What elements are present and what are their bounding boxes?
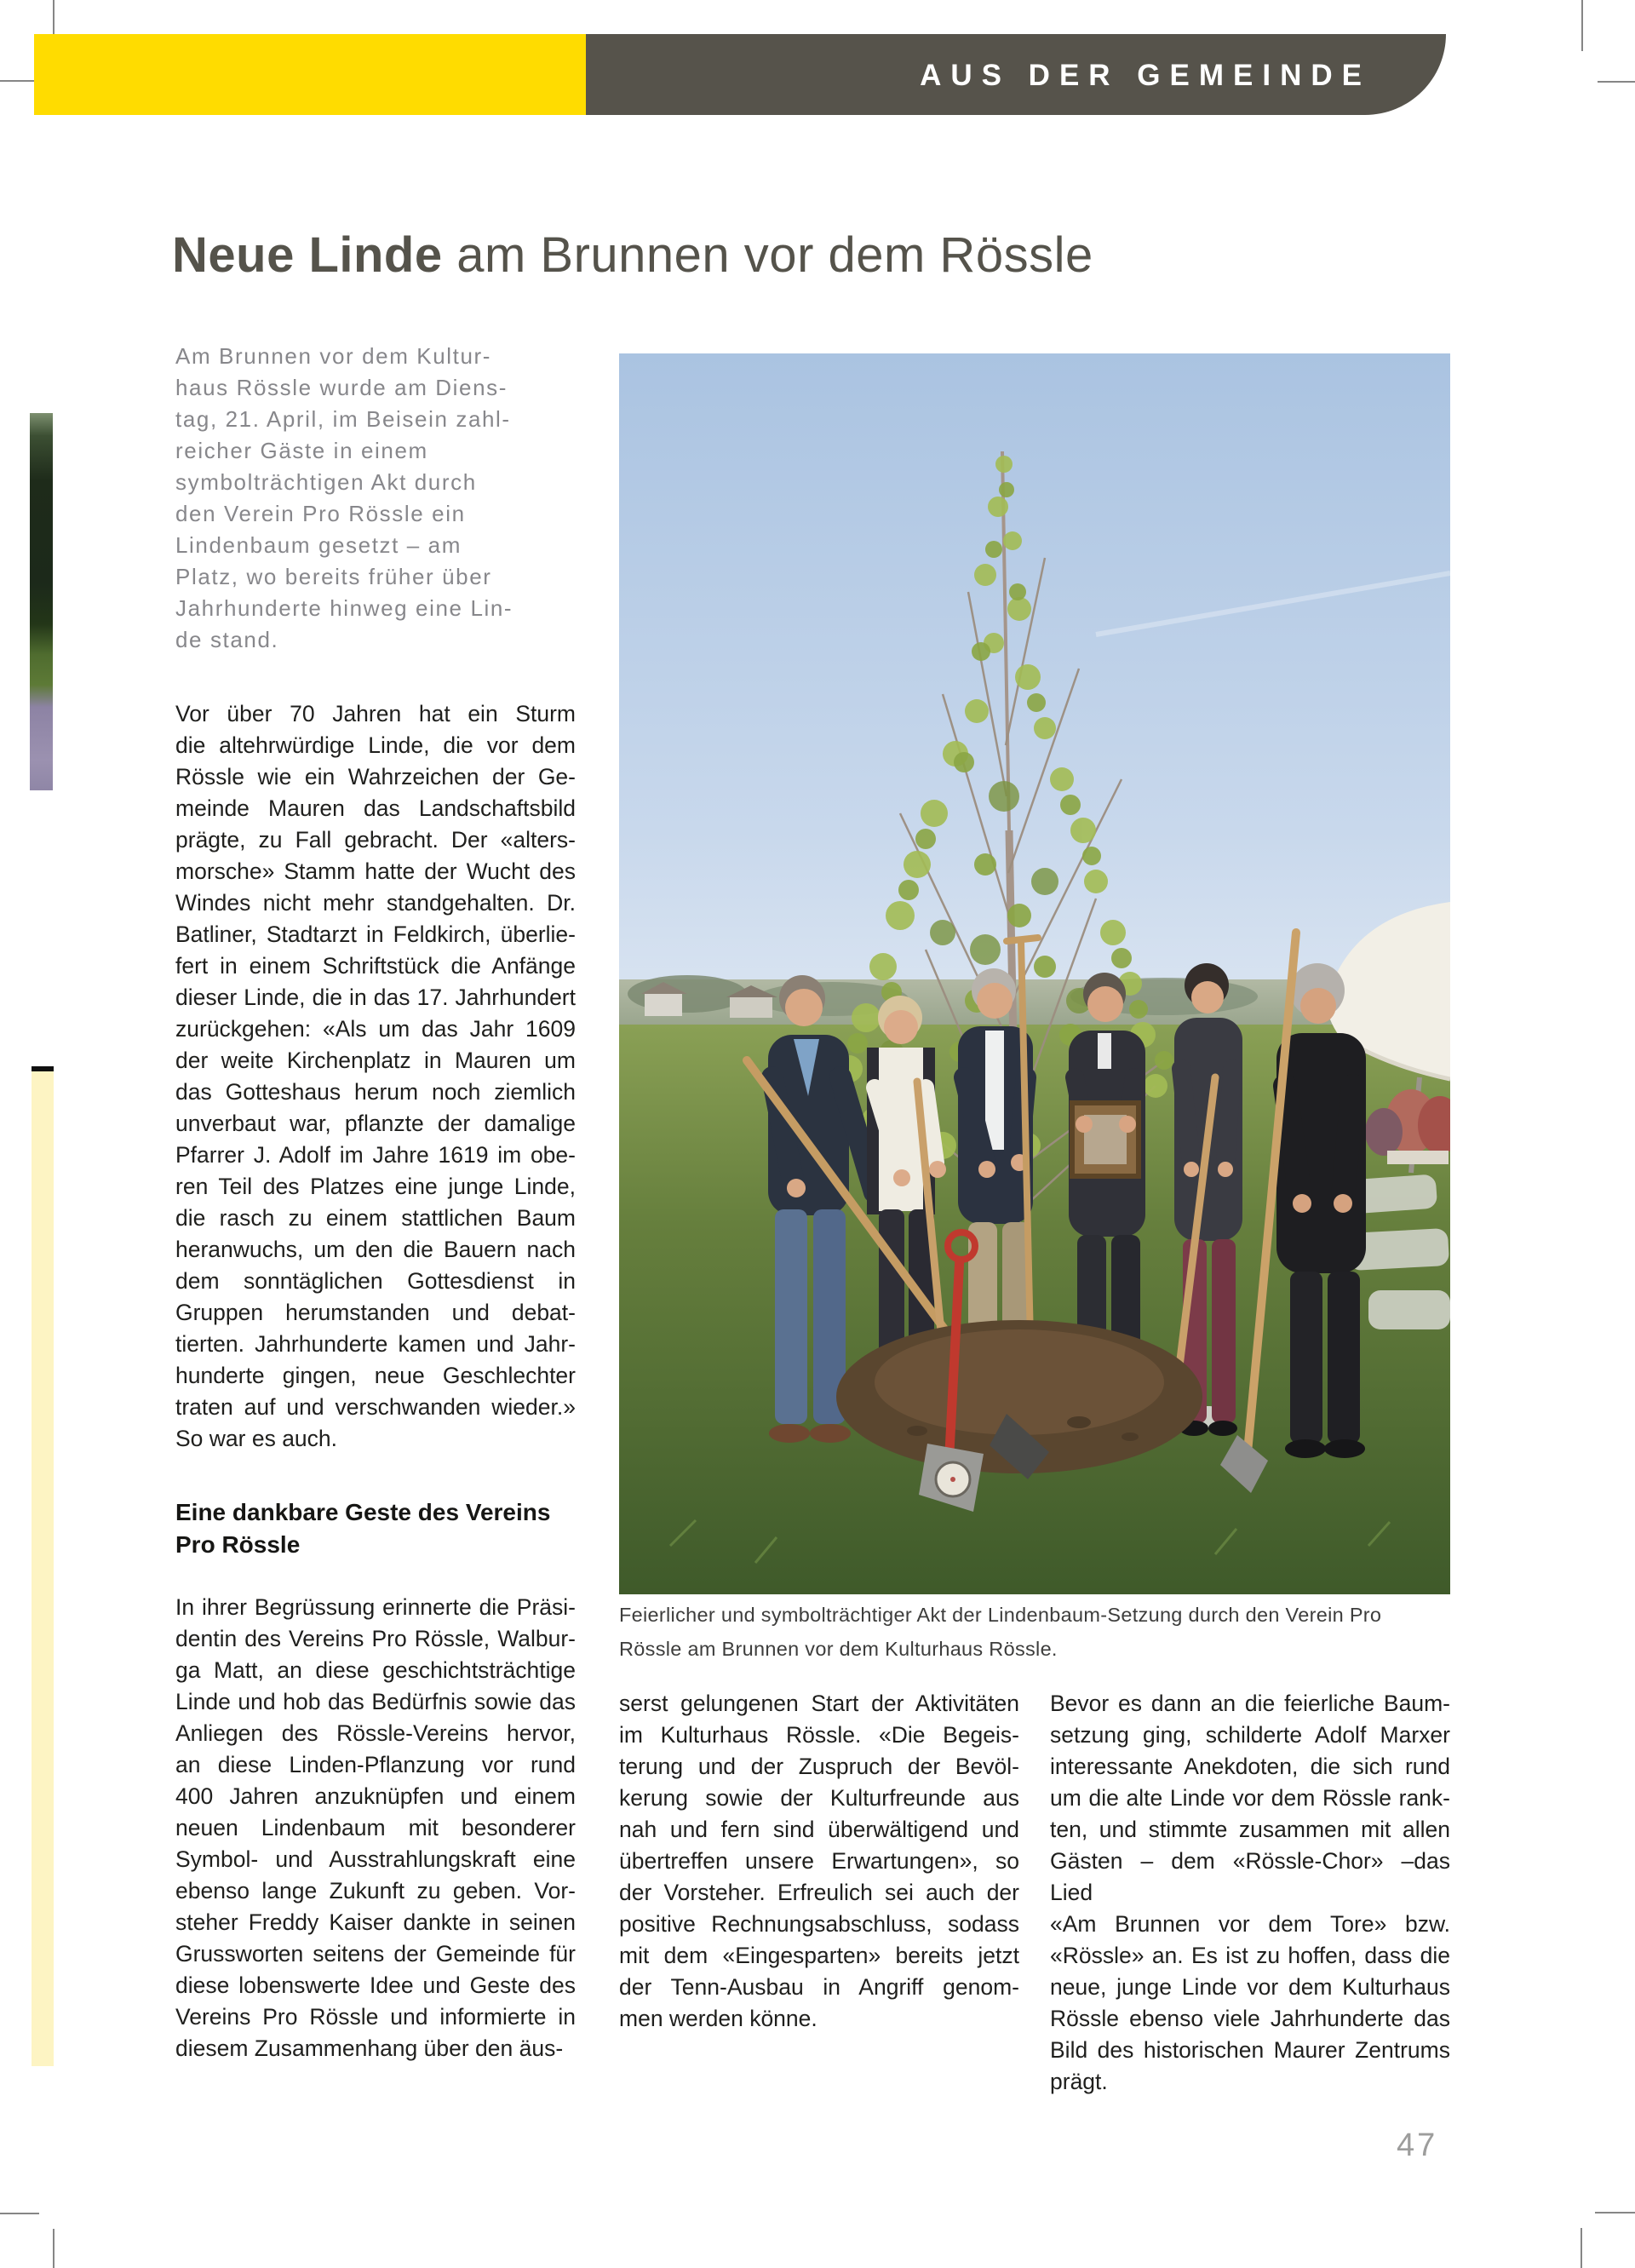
left-edge-photo-sliver <box>30 413 53 790</box>
crop-mark-top-right-v <box>1581 0 1583 51</box>
crop-mark-bottom-left-h <box>0 2213 39 2214</box>
text-line: 400 Jahren anzuknüpfen und einem <box>175 1783 576 1809</box>
text-line: Jahrhunderte hinweg eine Lin- <box>175 595 513 621</box>
text-line: Vereins Pro Rössle und informierte in <box>175 2004 576 2030</box>
text-line: dieser Linde, die in das 17. Jahrhundert <box>175 985 576 1010</box>
body-paragraph-3-col3 <box>1050 1688 1450 2098</box>
text-line: dem sonntäglichen Gottesdienst in <box>175 1268 576 1294</box>
text-line: unverbaut war, pflanzte der damalige <box>175 1111 576 1136</box>
text-line: dentin des Vereins Pro Rössle, Walbur- <box>175 1626 576 1651</box>
text-line: terung und der Zuspruch der Bevöl- <box>619 1754 1019 1779</box>
text-line: reicher Gäste in einem <box>175 438 428 463</box>
text-line: traten auf und verschwanden wieder.» <box>175 1394 576 1420</box>
text-line: fert in einem Schriftstück die Anfänge <box>175 953 576 979</box>
text-line: So war es auch. <box>175 1426 338 1451</box>
text-line: Pfarrer J. Adolf im Jahre 1619 im obe- <box>175 1142 576 1168</box>
text-line: morsche» Stamm hatte der Wucht des <box>175 858 576 884</box>
text-line: die rasch zu einem stattlichen Baum <box>175 1205 576 1231</box>
text-line: «Rössle» an. Es ist zu hoffen, dass die <box>1050 1943 1450 1968</box>
body-paragraph-1 <box>175 698 576 1455</box>
text-line: Rössle ebenso viele Jahrhunderte das <box>1050 2006 1450 2031</box>
text-line: tag, 21. April, im Beisein zahl- <box>175 406 511 432</box>
text-line: neuen Lindenbaum mit besonderer <box>175 1815 576 1840</box>
text-line: Eine dankbare Geste des Vereins <box>175 1499 551 1525</box>
text-line: neue, junge Linde vor dem Kulturhaus <box>1050 1974 1450 2000</box>
section-label: AUS DER GEMEINDE <box>920 59 1371 92</box>
text-line: Lindenbaum gesetzt – am <box>175 532 462 558</box>
subheading <box>175 1496 576 1561</box>
text-line: tierten. Jahrhunderte kamen und Jahr- <box>175 1331 576 1357</box>
text-line: mit dem «Eingesparten» bereits jetzt <box>619 1943 1019 1968</box>
crop-mark-bottom-right-v <box>1580 2228 1582 2268</box>
text-line: Linde und hob das Bedürfnis sowie das <box>175 1689 576 1714</box>
left-edge-yellow-strip <box>32 1066 54 2066</box>
text-line: der Vorsteher. Erfreulich sei auch der <box>619 1880 1019 1905</box>
text-line: kerung sowie der Kulturfreunde aus <box>619 1785 1019 1811</box>
text-line: im Kulturhaus Rössle. «Die Begeis- <box>619 1722 1019 1748</box>
text-line: Anliegen des Rössle-Vereins hervor, <box>175 1720 576 1746</box>
text-line: «Am Brunnen vor dem Tore» bzw. <box>1050 1911 1450 1937</box>
text-line: Batliner, Stadtarzt in Feldkirch, überlie- <box>175 922 576 947</box>
text-line: Symbol- und Ausstrahlungskraft eine <box>175 1846 576 1872</box>
text-line: das Gotteshaus herum noch ziemlich <box>175 1079 576 1105</box>
text-line: ren Teil des Platzes eine junge Linde, <box>175 1174 576 1199</box>
text-line: Rössle am Brunnen vor dem Kulturhaus Rössle. <box>619 1638 1058 1660</box>
header-yellow-bar <box>34 34 586 115</box>
text-line: Rössle wie ein Wahrzeichen der Ge- <box>175 764 576 789</box>
text-line: Grussworten seitens der Gemeinde für <box>175 1941 576 1967</box>
text-line: ten, und stimmte zusammen mit allen <box>1050 1817 1450 1842</box>
crop-mark-top-right-h <box>1598 81 1635 83</box>
text-line: meinde Mauren das Landschaftsbild <box>175 795 576 821</box>
text-line: der Tenn-Ausbau in Angriff genom- <box>619 1974 1019 2000</box>
text-line: haus Rössle wurde am Diens- <box>175 375 508 400</box>
text-line: übertreffen unsere Erwartungen», so <box>619 1848 1019 1874</box>
text-line: Am Brunnen vor dem Kultur- <box>175 343 492 369</box>
text-line: Platz, wo bereits früher über <box>175 564 492 589</box>
text-line: Gruppen herumstanden und debat- <box>175 1300 576 1325</box>
crop-mark-bottom-left-v <box>53 2229 54 2268</box>
page-number: 47 <box>1397 2127 1438 2163</box>
page-title-light: am Brunnen vor dem Rössle <box>442 227 1093 283</box>
photo-illustration <box>619 353 1450 1594</box>
text-line: diese lobenswerte Idee und Geste des <box>175 1972 576 1998</box>
text-line: In ihrer Begrüssung erinnerte die Präsi- <box>175 1594 576 1620</box>
body-paragraph-2-col2 <box>619 1688 1019 2035</box>
header-section-bar <box>586 34 1446 115</box>
text-line: Vor über 70 Jahren hat ein Sturm <box>175 701 576 726</box>
text-line: Bild des historischen Maurer Zentrums <box>1050 2037 1450 2063</box>
text-line: den Verein Pro Rössle ein <box>175 501 466 526</box>
text-line: die altehrwürdige Linde, die vor dem <box>175 732 576 758</box>
text-line: prägt. <box>1050 2069 1108 2094</box>
text-line: men werden könne. <box>619 2006 818 2031</box>
article-photo <box>619 353 1450 1594</box>
text-line: ga Matt, an diese geschichtsträchtige <box>175 1657 576 1683</box>
text-line: positive Rechnungsabschluss, sodass <box>619 1911 1019 1937</box>
page-title-bold: Neue Linde <box>172 227 443 283</box>
text-line: steher Freddy Kaiser dankte in seinen <box>175 1909 576 1935</box>
text-line: Bevor es dann an die feierliche Baum- <box>1050 1691 1450 1716</box>
text-line: an diese Linden-Pflanzung vor rund <box>175 1752 576 1777</box>
text-line: Pro Rössle <box>175 1531 301 1558</box>
photo-caption <box>619 1598 1450 1666</box>
page-title <box>172 227 1093 284</box>
text-line: de stand. <box>175 627 279 652</box>
text-line: hunderte gingen, neue Geschlechter <box>175 1363 576 1388</box>
text-line: der weite Kirchenplatz in Mauren um <box>175 1048 576 1073</box>
body-paragraph-2-col1 <box>175 1592 576 2064</box>
text-line: interessante Anekdoten, die sich rund <box>1050 1754 1450 1779</box>
text-line: zurückgehen: «Als um das Jahr 1609 <box>175 1016 576 1042</box>
crop-mark-top-left-h <box>0 80 37 82</box>
text-line: setzung ging, schilderte Adolf Marxer <box>1050 1722 1450 1748</box>
crop-mark-bottom-right-h <box>1595 2212 1635 2213</box>
text-line: symbolträchtigen Akt durch <box>175 469 477 495</box>
text-line: Windes nicht mehr standgehalten. Dr. <box>175 890 576 916</box>
text-line: Feierlicher und symbolträchtiger Akt der Lindenbaum-Setzung durch den Verein Pro <box>619 1604 1382 1626</box>
text-line: Gästen – dem «Rössle-Chor» –das Lied <box>1050 1848 1450 1905</box>
text-line: prägte, zu Fall gebracht. Der «alters- <box>175 827 576 853</box>
text-line: serst gelungenen Start der Aktivitäten <box>619 1691 1019 1716</box>
text-line: heranwuchs, um den die Bauern nach <box>175 1237 576 1262</box>
text-line: diesem Zusammenhang über den äus- <box>175 2035 564 2061</box>
text-line: um die alte Linde vor dem Rössle rank- <box>1050 1785 1450 1811</box>
text-line: nah und fern sind überwältigend und <box>619 1817 1019 1842</box>
intro-paragraph <box>175 341 576 656</box>
text-line: ebenso lange Zukunft zu geben. Vor- <box>175 1878 576 1903</box>
